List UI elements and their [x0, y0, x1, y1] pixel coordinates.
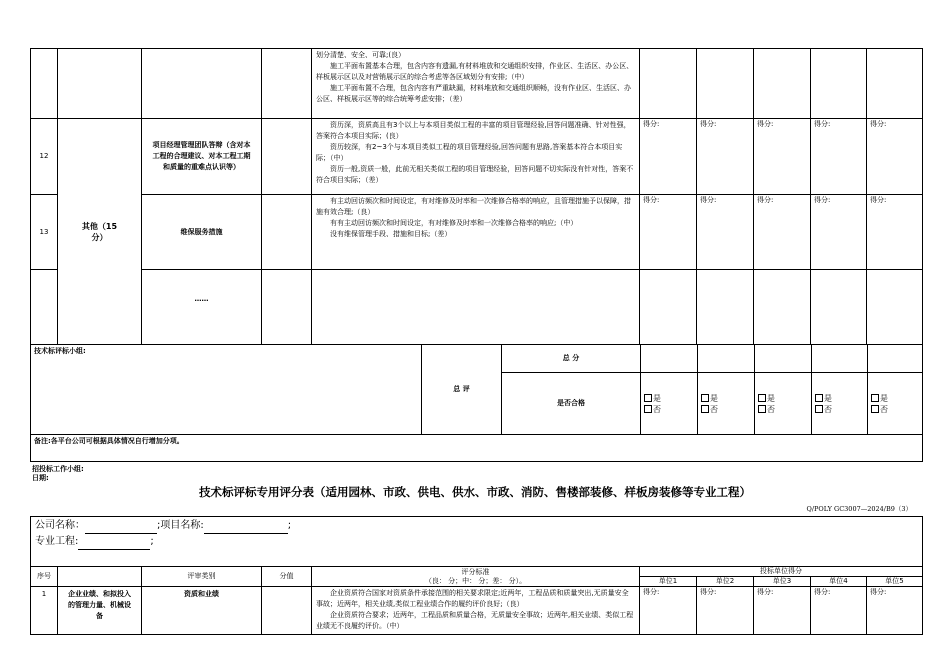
- criteria-line: 资历一般,资质一般，此前无相关类似工程的项目管理经验，回答问题不切实际没有针对性，答案不符合项目实际；（差）: [316, 165, 634, 184]
- evaluation-table-upper: [30, 48, 923, 345]
- table-row-12: [31, 119, 923, 195]
- checkbox-no-label: 否: [653, 404, 661, 414]
- checkbox-yes-label: 是: [710, 393, 718, 403]
- criteria-line: 有有主动回访频次和时间设定，有对维修及时率和一次维修合格率的响应;（中）: [330, 219, 578, 227]
- tender-group-label: 招投标工作小组:: [32, 465, 84, 473]
- more-items-placeholder: ……: [142, 270, 262, 345]
- specialty-field[interactable]: [78, 538, 150, 550]
- criteria-line: 企业资质符合国家对资质条件承接范围的相关要求限定;近两年，工程品质和质量突出,无质量安全事故；近两年，相关业绩,类似工程业绩合作的履约评价良好;（良）: [316, 589, 629, 608]
- score-cell[interactable]: 得分:: [754, 587, 811, 635]
- score-cell[interactable]: 得分:: [640, 119, 697, 195]
- overall-label: 总 评: [422, 345, 502, 435]
- item-name: 维保服务措施: [142, 195, 262, 270]
- pass-checkbox-group[interactable]: [698, 373, 755, 435]
- company-project-line: [31, 518, 922, 534]
- checkbox-yes[interactable]: [701, 394, 709, 402]
- header-standard-label: 评分标准: [461, 567, 490, 576]
- item-name: 资质和业绩: [142, 587, 262, 635]
- score-cell[interactable]: 得分:: [640, 195, 697, 270]
- checkbox-no[interactable]: [815, 405, 823, 413]
- criteria-line: 施工平面布置不合理，包含内容有严重缺漏，材料堆放和交通组织顺畅，没有作业区、生活区、办公区、样板展示区等的综合统筹考虑安排；（差）: [316, 84, 631, 103]
- document-code: Q/POLY GC3007—2024/B9（3）: [806, 505, 912, 513]
- table-row-site-layout: [31, 49, 923, 119]
- row-number: 1: [31, 587, 58, 635]
- table-row-more: [31, 270, 923, 345]
- pass-checkbox-group[interactable]: [868, 373, 923, 435]
- total-score-cell[interactable]: [868, 345, 923, 373]
- checkbox-no-label: 否: [710, 404, 718, 414]
- checkbox-no-label: 否: [767, 404, 775, 414]
- criteria-line: 资历较深，有2~3个与本项目类似工程的项目管理经验,回答问题有思路,答案基本符合本项目实际；（中）: [316, 143, 623, 162]
- header-bidder-scores: 投标单位得分: [640, 567, 923, 577]
- checkbox-no-label: 否: [880, 404, 888, 414]
- checkbox-no[interactable]: [701, 405, 709, 413]
- date-label: 日期:: [32, 474, 49, 482]
- total-score-cell[interactable]: [641, 345, 698, 373]
- total-score-cell[interactable]: [755, 345, 812, 373]
- specialty-line: [31, 534, 922, 550]
- project-info-block: [31, 517, 923, 567]
- criteria-cell: [312, 49, 640, 119]
- criteria-cell: [312, 587, 640, 635]
- checkbox-no[interactable]: [644, 405, 652, 413]
- table-row-1: [31, 587, 923, 635]
- item-name: 项目经理管理团队答辩（含对本工程的合理建议、对本工程工期和质量的重难点认识等）: [142, 119, 262, 195]
- project-label: ;项目名称:: [157, 520, 204, 531]
- score-cell[interactable]: 得分:: [867, 195, 923, 270]
- score-cell[interactable]: 得分:: [697, 587, 754, 635]
- header-no: 序号: [31, 567, 58, 587]
- evaluation-table-lower: [30, 516, 923, 635]
- header-points: 分值: [262, 567, 312, 587]
- checkbox-yes[interactable]: [644, 394, 652, 402]
- header-unit: 单位5: [867, 577, 923, 587]
- checkbox-yes-label: 是: [767, 393, 775, 403]
- category-other: 其他（15分）: [58, 119, 142, 345]
- row-number: 12: [31, 119, 58, 195]
- category-name: 企业业绩、和拟投入的管理力量、机械设备: [58, 587, 142, 635]
- header-unit: 单位4: [811, 577, 867, 587]
- evaluation-summary-table: [30, 344, 923, 462]
- pass-checkbox-group[interactable]: [812, 373, 868, 435]
- total-score-cell[interactable]: [812, 345, 868, 373]
- semicolon: ;: [287, 520, 292, 531]
- checkbox-yes[interactable]: [871, 394, 879, 402]
- header-standard-sub: （良： 分；中： 分；差： 分）。: [424, 576, 527, 585]
- score-cell[interactable]: 得分:: [811, 195, 867, 270]
- table-row-13: [31, 195, 923, 270]
- score-cell[interactable]: 得分:: [640, 587, 697, 635]
- row-number: 13: [31, 195, 58, 270]
- criteria-line: 有主动回访频次和时间设定，有对维修及时率和一次维修合格率的响应，且管理措施予以保障，措施有效合理;（良）: [316, 197, 631, 216]
- checkbox-yes[interactable]: [815, 394, 823, 402]
- score-cell[interactable]: 得分:: [754, 119, 811, 195]
- project-name-field[interactable]: [204, 522, 288, 534]
- evaluation-group-label: 技术标评标小组:: [31, 345, 422, 435]
- score-cell[interactable]: 得分:: [697, 119, 754, 195]
- score-cell[interactable]: 得分:: [811, 587, 867, 635]
- company-label: 公司名称：: [35, 520, 85, 531]
- criteria-line: 施工平面布置基本合理，包含内容有遗漏,有材料堆放和交通组织安排，作业区、生活区、办公区、样板展示区以及对营销展示区的综合考虑等各区域划分有安排;（中）: [316, 62, 634, 81]
- header-standard: [312, 567, 640, 587]
- checkbox-yes-label: 是: [824, 393, 832, 403]
- semicolon: ;: [150, 536, 154, 547]
- criteria-line: 资历深，资质高且有3个以上与本项目类似工程的丰富的项目管理经验,回答问题准确、针对性强，答案符合本项目实际；(良）: [316, 121, 631, 140]
- checkbox-yes[interactable]: [758, 394, 766, 402]
- total-score-label: 总 分: [502, 345, 641, 373]
- score-cell[interactable]: 得分:: [697, 195, 754, 270]
- criteria-cell: [312, 195, 640, 270]
- score-cell[interactable]: 得分:: [811, 119, 867, 195]
- checkbox-no[interactable]: [871, 405, 879, 413]
- pass-checkbox-group[interactable]: [641, 373, 698, 435]
- note: 备注:各平台公司可根据具体情况自行增加分项。: [31, 435, 923, 462]
- company-name-field[interactable]: [85, 522, 157, 534]
- criteria-line: 划分清楚、安全、可靠;(良）: [316, 51, 406, 59]
- criteria-cell: [312, 119, 640, 195]
- pass-checkbox-group[interactable]: [755, 373, 812, 435]
- score-cell[interactable]: 得分:: [867, 587, 923, 635]
- header-unit: 单位2: [697, 577, 754, 587]
- checkbox-no[interactable]: [758, 405, 766, 413]
- header-unit: 单位1: [640, 577, 697, 587]
- page-title: 技术标评标专用评分表（适用园林、市政、供电、供水、市政、消防、售楼部装修、样板房装修等专业工程）: [199, 485, 751, 499]
- criteria-line: 企业资质符合要求；近两年，工程品质和质量合格，无质量安全事故；近两年,相关业绩、类似工程业绩无不良履约评价。（中）: [316, 611, 634, 630]
- header-category: 评审类别: [142, 567, 262, 587]
- score-cell[interactable]: 得分:: [867, 119, 923, 195]
- header-unit: 单位3: [754, 577, 811, 587]
- total-score-cell[interactable]: [698, 345, 755, 373]
- specialty-label: 专业工程:: [35, 536, 79, 547]
- criteria-line: 没有维保管理手段、措施和目标;（差）: [330, 230, 452, 238]
- score-cell[interactable]: 得分:: [754, 195, 811, 270]
- pass-label: 是否合格: [502, 373, 641, 435]
- checkbox-yes-label: 是: [880, 393, 888, 403]
- checkbox-no-label: 否: [824, 404, 832, 414]
- checkbox-yes-label: 是: [653, 393, 661, 403]
